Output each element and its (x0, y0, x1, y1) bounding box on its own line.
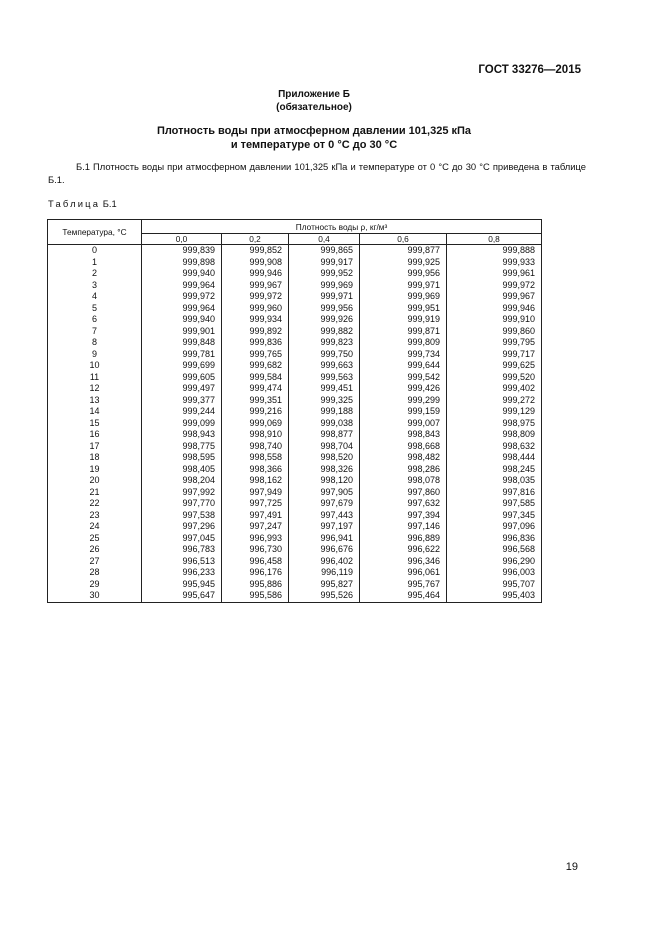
density-cell: 999,848 (142, 337, 222, 349)
density-cell: 999,625 (447, 360, 542, 372)
density-cell: 999,972 (222, 291, 289, 303)
appendix-title: Приложение Б (278, 89, 350, 100)
density-cell: 999,299 (360, 395, 447, 407)
table-row (48, 383, 542, 395)
table-caption (48, 198, 117, 209)
density-cell: 999,934 (222, 314, 289, 326)
temperature-cell: 4 (48, 291, 142, 303)
density-cell: 995,526 (289, 590, 360, 602)
table-caption-label: Таблица (48, 198, 101, 209)
density-table (47, 219, 542, 603)
document-code: ГОСТ 33276—2015 (478, 64, 581, 76)
temperature-cell: 0 (48, 245, 142, 257)
density-cell: 996,233 (142, 567, 222, 579)
density-cell: 998,078 (360, 475, 447, 487)
temperature-cell: 26 (48, 544, 142, 556)
density-cell: 999,917 (289, 257, 360, 269)
density-cell: 996,176 (222, 567, 289, 579)
density-cell: 999,069 (222, 418, 289, 430)
density-cell: 998,704 (289, 441, 360, 453)
table-row (48, 567, 542, 579)
density-cell: 999,892 (222, 326, 289, 338)
density-cell: 996,402 (289, 556, 360, 568)
density-cell: 999,940 (142, 314, 222, 326)
table-row (48, 291, 542, 303)
density-cell: 999,940 (142, 268, 222, 280)
density-cell: 999,946 (222, 268, 289, 280)
density-cell: 999,926 (289, 314, 360, 326)
density-cell: 996,622 (360, 544, 447, 556)
density-cell: 999,882 (289, 326, 360, 338)
density-cell: 999,877 (360, 245, 447, 257)
density-cell: 999,717 (447, 349, 542, 361)
density-cell: 999,682 (222, 360, 289, 372)
appendix-heading (0, 89, 628, 114)
density-cell: 999,971 (289, 291, 360, 303)
table-row (48, 337, 542, 349)
density-cell: 999,964 (142, 303, 222, 315)
density-cell: 999,961 (447, 268, 542, 280)
density-cell: 997,992 (142, 487, 222, 499)
density-cell: 999,956 (360, 268, 447, 280)
density-cell: 997,345 (447, 510, 542, 522)
temperature-cell: 2 (48, 268, 142, 280)
density-cell: 996,061 (360, 567, 447, 579)
density-cell: 999,734 (360, 349, 447, 361)
table-row (48, 280, 542, 292)
temperature-cell: 10 (48, 360, 142, 372)
temperature-cell: 11 (48, 372, 142, 384)
table-row (48, 590, 542, 602)
density-cell: 998,668 (360, 441, 447, 453)
density-cell: 995,403 (447, 590, 542, 602)
density-cell: 999,971 (360, 280, 447, 292)
temperature-cell: 8 (48, 337, 142, 349)
density-cell: 998,775 (142, 441, 222, 453)
density-cell: 998,405 (142, 464, 222, 476)
density-cell: 999,520 (447, 372, 542, 384)
density-cell: 998,943 (142, 429, 222, 441)
density-cell: 997,585 (447, 498, 542, 510)
density-cell: 999,007 (360, 418, 447, 430)
temperature-cell: 27 (48, 556, 142, 568)
table-row (48, 556, 542, 568)
density-cell: 999,972 (447, 280, 542, 292)
density-cell: 999,563 (289, 372, 360, 384)
density-cell: 999,809 (360, 337, 447, 349)
temperature-cell: 20 (48, 475, 142, 487)
density-cell: 996,568 (447, 544, 542, 556)
density-cell: 999,908 (222, 257, 289, 269)
density-cell: 996,941 (289, 533, 360, 545)
density-cell: 998,245 (447, 464, 542, 476)
density-cell: 998,482 (360, 452, 447, 464)
temperature-cell: 5 (48, 303, 142, 315)
density-cell: 999,898 (142, 257, 222, 269)
density-cell: 999,871 (360, 326, 447, 338)
temperature-header: Температура, °С (48, 220, 142, 245)
density-cell: 995,586 (222, 590, 289, 602)
table-row (48, 452, 542, 464)
table-row (48, 464, 542, 476)
density-cell: 998,595 (142, 452, 222, 464)
density-cell: 999,038 (289, 418, 360, 430)
density-cell: 996,676 (289, 544, 360, 556)
column-header: 0,2 (222, 234, 289, 245)
table-row (48, 475, 542, 487)
density-cell: 997,770 (142, 498, 222, 510)
column-header: 0,0 (142, 234, 222, 245)
density-cell: 999,964 (142, 280, 222, 292)
density-cell: 999,860 (447, 326, 542, 338)
density-cell: 999,839 (142, 245, 222, 257)
density-cell: 999,967 (447, 291, 542, 303)
density-cell: 997,491 (222, 510, 289, 522)
density-cell: 999,901 (142, 326, 222, 338)
density-cell: 999,888 (447, 245, 542, 257)
density-cell: 995,945 (142, 579, 222, 591)
density-cell: 999,765 (222, 349, 289, 361)
temperature-cell: 9 (48, 349, 142, 361)
table-row (48, 521, 542, 533)
density-cell: 995,886 (222, 579, 289, 591)
density-cell: 999,129 (447, 406, 542, 418)
temperature-cell: 22 (48, 498, 142, 510)
density-cell: 999,852 (222, 245, 289, 257)
table-row (48, 533, 542, 545)
temperature-cell: 3 (48, 280, 142, 292)
table-row (48, 418, 542, 430)
density-cell: 998,809 (447, 429, 542, 441)
table-row (48, 360, 542, 372)
density-cell: 996,730 (222, 544, 289, 556)
temperature-cell: 7 (48, 326, 142, 338)
density-cell: 997,197 (289, 521, 360, 533)
density-cell: 999,159 (360, 406, 447, 418)
density-cell: 999,351 (222, 395, 289, 407)
density-cell: 997,860 (360, 487, 447, 499)
density-cell: 999,960 (222, 303, 289, 315)
page-number: 19 (565, 861, 578, 873)
temperature-cell: 29 (48, 579, 142, 591)
density-cell: 997,632 (360, 498, 447, 510)
density-cell: 997,296 (142, 521, 222, 533)
temperature-cell: 25 (48, 533, 142, 545)
density-cell: 999,244 (142, 406, 222, 418)
column-header: 0,8 (447, 234, 542, 245)
temperature-cell: 1 (48, 257, 142, 269)
density-cell: 995,647 (142, 590, 222, 602)
table-row (48, 406, 542, 418)
density-cell: 996,993 (222, 533, 289, 545)
table-row (48, 544, 542, 556)
density-cell: 999,933 (447, 257, 542, 269)
density-cell: 999,426 (360, 383, 447, 395)
density-cell: 999,969 (289, 280, 360, 292)
table-row (48, 268, 542, 280)
density-cell: 998,558 (222, 452, 289, 464)
table-row (48, 349, 542, 361)
table-row (48, 441, 542, 453)
density-cell: 997,443 (289, 510, 360, 522)
density-cell: 999,750 (289, 349, 360, 361)
column-header: 0,6 (360, 234, 447, 245)
density-cell: 998,910 (222, 429, 289, 441)
temperature-cell: 30 (48, 590, 142, 602)
density-cell: 996,783 (142, 544, 222, 556)
density-cell: 999,925 (360, 257, 447, 269)
temperature-cell: 6 (48, 314, 142, 326)
density-cell: 996,119 (289, 567, 360, 579)
density-cell: 998,877 (289, 429, 360, 441)
density-cell: 999,919 (360, 314, 447, 326)
density-cell: 997,146 (360, 521, 447, 533)
density-cell: 999,497 (142, 383, 222, 395)
density-cell: 999,325 (289, 395, 360, 407)
density-cell: 998,120 (289, 475, 360, 487)
density-cell: 999,969 (360, 291, 447, 303)
temperature-cell: 19 (48, 464, 142, 476)
density-cell: 997,045 (142, 533, 222, 545)
density-cell: 997,905 (289, 487, 360, 499)
density-cell: 999,972 (142, 291, 222, 303)
temperature-cell: 18 (48, 452, 142, 464)
section-title-line1: Плотность воды при атмосферном давлении 101,325 кПа (156, 125, 472, 137)
density-cell: 998,843 (360, 429, 447, 441)
density-cell: 995,464 (360, 590, 447, 602)
density-cell: 997,816 (447, 487, 542, 499)
density-cell: 997,538 (142, 510, 222, 522)
temperature-cell: 23 (48, 510, 142, 522)
table-caption-number: Б.1 (102, 198, 117, 209)
table-row (48, 498, 542, 510)
density-cell: 998,740 (222, 441, 289, 453)
table-row (48, 429, 542, 441)
density-cell: 998,204 (142, 475, 222, 487)
density-cell: 998,162 (222, 475, 289, 487)
density-cell: 999,910 (447, 314, 542, 326)
density-cell: 998,035 (447, 475, 542, 487)
density-cell: 995,707 (447, 579, 542, 591)
density-cell: 999,272 (447, 395, 542, 407)
density-cell: 998,632 (447, 441, 542, 453)
density-cell: 998,520 (289, 452, 360, 464)
table-row (48, 487, 542, 499)
density-cell: 996,290 (447, 556, 542, 568)
table-row (48, 326, 542, 338)
density-cell: 999,542 (360, 372, 447, 384)
table-row (48, 303, 542, 315)
density-cell: 996,836 (447, 533, 542, 545)
appendix-status: (обязательное) (276, 101, 352, 113)
density-cell: 999,216 (222, 406, 289, 418)
density-cell: 998,444 (447, 452, 542, 464)
density-cell: 999,795 (447, 337, 542, 349)
density-cell: 999,188 (289, 406, 360, 418)
density-cell: 997,394 (360, 510, 447, 522)
density-cell: 999,663 (289, 360, 360, 372)
density-cell: 996,889 (360, 533, 447, 545)
table-row (48, 579, 542, 591)
table-row (48, 314, 542, 326)
density-cell: 999,952 (289, 268, 360, 280)
temperature-cell: 28 (48, 567, 142, 579)
temperature-cell: 13 (48, 395, 142, 407)
temperature-cell: 15 (48, 418, 142, 430)
body-paragraph: Б.1 Плотность воды при атмосферном давлении 101,325 кПа и температуре от 0 °С до 30 °С приведена в таблице Б.1. (48, 161, 586, 185)
temperature-cell: 12 (48, 383, 142, 395)
density-group-header: Плотность воды ρ, кг/м³ (142, 220, 542, 234)
table-row (48, 372, 542, 384)
density-cell: 997,247 (222, 521, 289, 533)
temperature-cell: 21 (48, 487, 142, 499)
table-row (48, 395, 542, 407)
section-title-line2: и температуре от 0 °С до 30 °С (230, 139, 398, 151)
density-cell: 996,458 (222, 556, 289, 568)
density-cell: 999,584 (222, 372, 289, 384)
density-cell: 999,967 (222, 280, 289, 292)
density-cell: 997,679 (289, 498, 360, 510)
density-cell: 999,781 (142, 349, 222, 361)
density-cell: 999,956 (289, 303, 360, 315)
density-cell: 997,725 (222, 498, 289, 510)
density-cell: 996,346 (360, 556, 447, 568)
temperature-cell: 16 (48, 429, 142, 441)
column-header: 0,4 (289, 234, 360, 245)
section-title (0, 124, 628, 152)
density-cell: 999,605 (142, 372, 222, 384)
density-cell: 998,326 (289, 464, 360, 476)
density-cell: 997,949 (222, 487, 289, 499)
density-cell: 998,975 (447, 418, 542, 430)
table-row (48, 510, 542, 522)
density-cell: 998,286 (360, 464, 447, 476)
density-cell: 999,644 (360, 360, 447, 372)
density-cell: 999,699 (142, 360, 222, 372)
density-cell: 999,377 (142, 395, 222, 407)
density-cell: 995,767 (360, 579, 447, 591)
density-cell: 995,827 (289, 579, 360, 591)
temperature-cell: 14 (48, 406, 142, 418)
density-cell: 999,474 (222, 383, 289, 395)
density-cell: 999,402 (447, 383, 542, 395)
density-cell: 999,099 (142, 418, 222, 430)
density-cell: 999,951 (360, 303, 447, 315)
density-cell: 999,946 (447, 303, 542, 315)
table-row (48, 245, 542, 257)
density-cell: 997,096 (447, 521, 542, 533)
table-row (48, 257, 542, 269)
density-cell: 996,003 (447, 567, 542, 579)
density-cell: 999,451 (289, 383, 360, 395)
density-cell: 999,823 (289, 337, 360, 349)
temperature-cell: 24 (48, 521, 142, 533)
density-cell: 999,865 (289, 245, 360, 257)
temperature-cell: 17 (48, 441, 142, 453)
density-cell: 999,836 (222, 337, 289, 349)
density-cell: 996,513 (142, 556, 222, 568)
density-cell: 998,366 (222, 464, 289, 476)
